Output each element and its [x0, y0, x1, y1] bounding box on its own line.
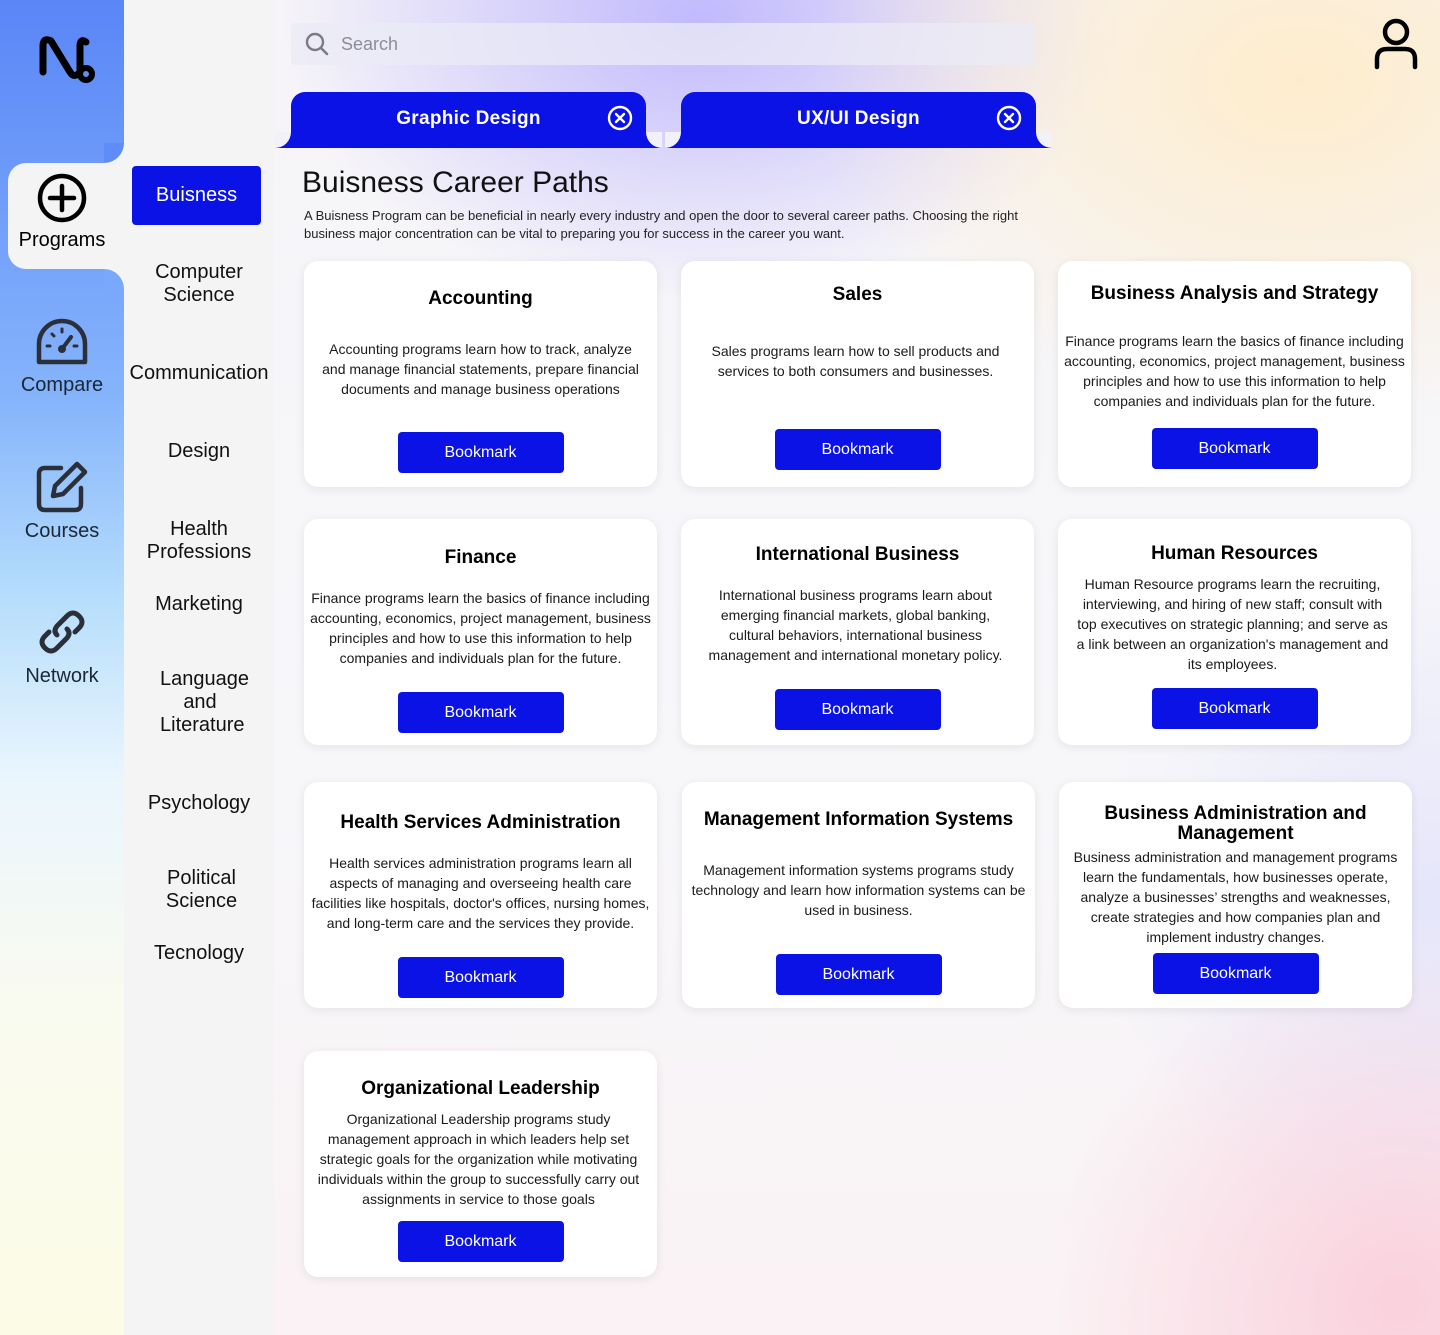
card-description: Human Resource programs learn the recruiting, interviewing, and hiring of new staff; consult with top executives on strategic planning; and serve as a link between an organization's management and its employees.: [1076, 576, 1389, 672]
career-card-international-business: [681, 519, 1034, 745]
category-item-design[interactable]: Design: [167, 440, 231, 462]
close-tab-icon[interactable]: [607, 105, 633, 131]
gauge-icon: [35, 318, 89, 368]
card-title: Accounting: [428, 288, 533, 309]
card-description: Finance programs learn the basics of finance including accounting, economics, project management, business principles and how to use this information to help companies and individuals plan for the future.: [310, 590, 651, 666]
tab-flare: [665, 132, 681, 148]
bookmark-button[interactable]: Bookmark: [1153, 953, 1319, 994]
bookmark-button[interactable]: Bookmark: [775, 689, 941, 730]
career-card-sales: [681, 261, 1034, 487]
card-title: Business Analysis and Strategy: [1090, 283, 1379, 304]
career-card-business-analysis: [1058, 261, 1411, 487]
rail-active-corner-top: [104, 143, 124, 163]
career-card-management-info-systems: [682, 782, 1035, 1008]
nav-item-compare[interactable]: [0, 318, 124, 397]
search-bar: [291, 23, 1036, 65]
category-item-marketing[interactable]: Marketing: [155, 593, 243, 615]
link-icon: [35, 605, 89, 659]
search-input[interactable]: [341, 23, 1001, 65]
app-logo-icon[interactable]: [34, 32, 96, 88]
card-title: Human Resources: [1151, 543, 1318, 564]
category-item-psychology[interactable]: Psychology: [147, 792, 251, 814]
card-title: Organizational Leadership: [361, 1078, 600, 1099]
career-card-health-services: [304, 782, 657, 1008]
page-title: Buisness Career Paths: [302, 166, 609, 199]
user-profile-icon[interactable]: [1373, 17, 1419, 71]
tab-graphic-design[interactable]: [291, 92, 646, 148]
tab-ux-ui-design[interactable]: [681, 92, 1036, 148]
tab-flare: [275, 132, 291, 148]
card-title: Finance: [444, 547, 517, 568]
tab-label: Graphic Design: [396, 108, 541, 129]
nav-item-programs[interactable]: [0, 172, 124, 252]
card-description: Finance programs learn the basics of finance including accounting, economics, project management, business principles and how to use this information to help companies and individuals plan for the future.: [1064, 333, 1405, 409]
category-item-communication[interactable]: Communication: [129, 362, 269, 384]
close-tab-icon[interactable]: [996, 105, 1022, 131]
nav-label-network: Network: [25, 665, 99, 687]
card-title: Sales: [832, 284, 883, 305]
category-item-language-literature[interactable]: Language and Literature: [160, 668, 249, 736]
card-description: International business programs learn about emerging financial markets, global banking, cultural behaviors, international business management and international monetary policy.: [708, 587, 1003, 663]
career-card-finance: [304, 519, 657, 745]
card-title: Management Information Systems: [703, 809, 1014, 830]
bookmark-button[interactable]: Bookmark: [398, 692, 564, 733]
category-item-technology[interactable]: Tecnology: [153, 942, 245, 964]
card-description: Organizational Leadership programs study management approach in which leaders help set strategic goals for the organization while motivating individuals within the group to successfully carry out assignments in service to those goals: [317, 1111, 640, 1207]
nav-label-compare: Compare: [20, 374, 104, 396]
card-description: Sales programs learn how to sell products and services to both consumers and businesses.: [711, 343, 1000, 379]
tab-label: UX/UI Design: [797, 108, 920, 129]
plus-circle-icon: [36, 172, 88, 224]
bookmark-button[interactable]: Bookmark: [398, 1221, 564, 1262]
card-description: Management information systems programs study technology and learn how information systems can be used in business.: [691, 862, 1026, 918]
category-item-political-science[interactable]: Political Science: [165, 867, 238, 912]
bookmark-button[interactable]: Bookmark: [1152, 688, 1318, 729]
bookmark-button[interactable]: Bookmark: [775, 429, 941, 470]
nav-item-courses[interactable]: [0, 460, 124, 543]
bookmark-button[interactable]: Bookmark: [398, 432, 564, 473]
bookmark-button[interactable]: Bookmark: [398, 957, 564, 998]
career-card-accounting: [304, 261, 657, 487]
card-description: Accounting programs learn how to track, analyze and manage financial statements, prepare financial documents and manage business operations: [322, 341, 639, 397]
tab-flare: [1036, 132, 1052, 148]
bookmark-button[interactable]: Bookmark: [776, 954, 942, 995]
tab-flare: [646, 132, 662, 148]
card-title: Business Administration and Management: [1104, 803, 1367, 844]
search-icon: [305, 32, 329, 56]
rail-active-corner-bottom: [104, 269, 124, 289]
category-item-business[interactable]: Buisness: [132, 166, 261, 225]
career-card-business-administration: [1059, 782, 1412, 1008]
card-title: Health Services Administration: [340, 812, 621, 833]
category-sidebar: [124, 0, 274, 1335]
card-description: Health services administration programs learn all aspects of managing and overseeing health care facilities like hospitals, doctor's offices, nursing homes, and long-term care and the services they provide.: [311, 855, 650, 931]
category-item-health-professions[interactable]: Health Professions: [146, 518, 252, 563]
nav-label-programs: Programs: [18, 229, 106, 251]
career-card-human-resources: [1058, 519, 1411, 745]
nav-rail: [0, 0, 124, 1335]
bookmark-button[interactable]: Bookmark: [1152, 428, 1318, 469]
page-description: A Buisness Program can be beneficial in nearly every industry and open the door to several career paths. Choosing the right business major concentration can be vital to preparing you for success in the career you want.: [304, 208, 1018, 241]
card-title: International Business: [755, 544, 960, 565]
career-card-organizational-leadership: [304, 1051, 657, 1277]
nav-label-courses: Courses: [24, 520, 100, 542]
nav-item-network[interactable]: [0, 605, 124, 688]
card-description: Business administration and management programs learn the fundamentals, how businesses operate, analyze a businesses’ strengths and weaknesses, create strategies and how companies plan and implement industry changes.: [1073, 849, 1398, 945]
edit-icon: [35, 460, 89, 514]
category-item-computer-science[interactable]: Computer Science: [155, 261, 243, 306]
